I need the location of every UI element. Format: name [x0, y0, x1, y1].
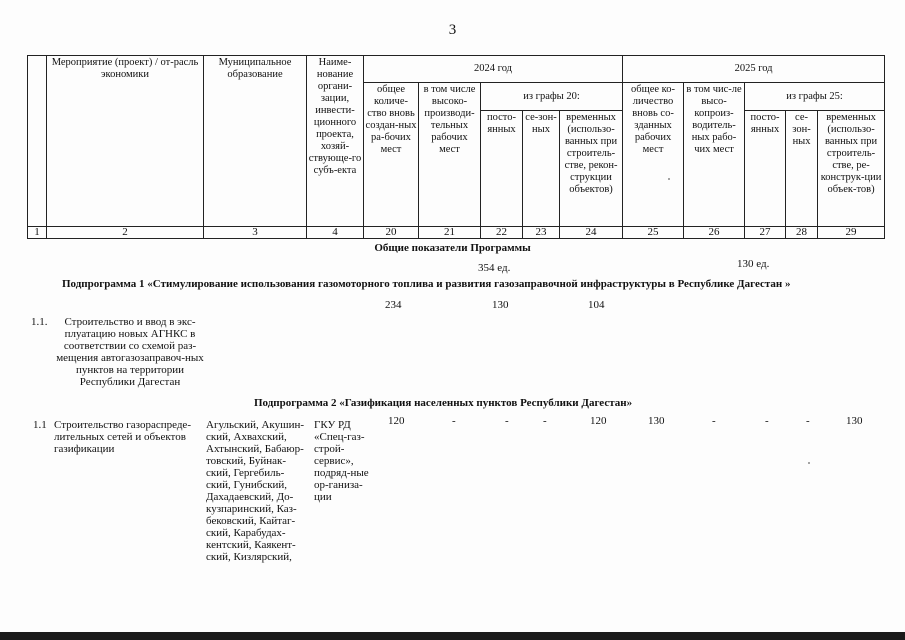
header-y2-total: общее ко-личество вновь со-зданных рабочих мест: [623, 83, 684, 227]
col-number: 27: [745, 227, 786, 239]
cell-col-25: 130: [648, 415, 665, 427]
cell-col-24: 120: [590, 415, 607, 427]
subprogram-1-title: Подпрограмма 1 «Стимулирование использования газомоторного топлива и развития газозаправочной инфраструктуры в Республике Дагестан »: [62, 278, 791, 290]
col-number: 4: [307, 227, 364, 239]
header-y2-perm: посто-янных: [745, 111, 786, 227]
col-number: 21: [419, 227, 481, 239]
subprogram-2-organization: ГКУ РД «Спец-газ-строй-сервис», подряд-ные ор-ганиза-ции: [314, 419, 369, 503]
general-value-2025: 130 ед.: [737, 258, 770, 270]
general-value-2024: 354 ед.: [478, 262, 511, 274]
header-year-2024: 2024 год: [364, 56, 623, 83]
cell-col-21: -: [452, 415, 456, 427]
col-number: 2: [47, 227, 204, 239]
col-number: 22: [481, 227, 523, 239]
cell-col-27: -: [765, 415, 769, 427]
scan-border: [0, 632, 905, 640]
header-y1-perm: посто-янных: [481, 111, 523, 227]
scan-speck: [668, 178, 670, 180]
subprogram-1-value-2: 130: [492, 299, 509, 311]
header-cell-event: Мероприятие (проект) / от-расль экономики: [47, 56, 204, 227]
subprogram-2-title: Подпрограмма 2 «Газификация населенных пунктов Республики Дагестан»: [254, 397, 633, 409]
subprogram-1-item-text: Строительство и ввод в экс-плуатацию новых АГНКС в соответствии со схемой раз-мещения автогазозаправоч-ных пунктов на территории Республики Дагестан: [56, 316, 204, 388]
col-number: 29: [818, 227, 885, 239]
col-number: 28: [786, 227, 818, 239]
subprogram-2-municipalities: Агульский, Акушин-ский, Ахвахский, Ахтынский, Бабаюр-товский, Буйнак-ский, Гергебиль-ский, Гунибский, Дахадаевский, До-кузпаринский, Каз-бековский, Кайтаг-ский, Карабудах-кентский, Каякент-ский, Кизлярский,: [206, 419, 305, 563]
col-number: 24: [560, 227, 623, 239]
cell-col-23: -: [543, 415, 547, 427]
cell-col-29: 130: [846, 415, 863, 427]
col-number: 23: [523, 227, 560, 239]
header-y2-temp: временных (использо-ванных при строитель-стве, ре-конструк-ции объек-тов): [818, 111, 885, 227]
header-year-2025: 2025 год: [623, 56, 885, 83]
header-y1-seas: се-зон-ных: [523, 111, 560, 227]
cell-col-26: -: [712, 415, 716, 427]
cell-col-28: -: [806, 415, 810, 427]
col-number: 25: [623, 227, 684, 239]
subprogram-1-item-number: 1.1.: [31, 316, 48, 328]
subprogram-2-item-number: 1.1: [33, 419, 47, 431]
col-number: 26: [684, 227, 745, 239]
header-y2-from: из графы 25:: [745, 83, 885, 111]
header-cell-municipality: Муниципальное образование: [204, 56, 307, 227]
page-number: 3: [448, 22, 457, 38]
subprogram-1-value-total: 234: [385, 299, 402, 311]
subprogram-2-item-text: Строительство газораспреде-лительных сетей и объектов газификации: [54, 419, 191, 455]
general-title: Общие показатели Программы: [374, 242, 531, 254]
subprogram-1-value-3: 104: [588, 299, 605, 311]
header-cell-org: Наиме-нование органи-зации, инвести-ционного проекта, хозяй-ствующе-го субъ-екта: [307, 56, 364, 227]
col-number: 1: [28, 227, 47, 239]
header-y1-temp: временных (использо-ванных при строитель-стве, рекон-струкции объектов): [560, 111, 623, 227]
col-number: 20: [364, 227, 419, 239]
header-y1-from: из графы 20:: [481, 83, 623, 111]
header-y2-hp: в том чис-ле высо-копроиз-водитель-ных рабо-чих мест: [684, 83, 745, 227]
header-y1-hp: в том числе высоко-производи-тельных рабочих мест: [419, 83, 481, 227]
header-y1-total: общее количе-ство вновь создан-ных ра-бочих мест: [364, 83, 419, 227]
cell-col-22: -: [505, 415, 509, 427]
cell-col-20: 120: [388, 415, 405, 427]
col-number: 3: [204, 227, 307, 239]
header-cell-num: [28, 56, 47, 227]
header-y2-seas: се-зон-ных: [786, 111, 818, 227]
scan-speck: [808, 462, 810, 464]
header-table: [27, 55, 885, 239]
